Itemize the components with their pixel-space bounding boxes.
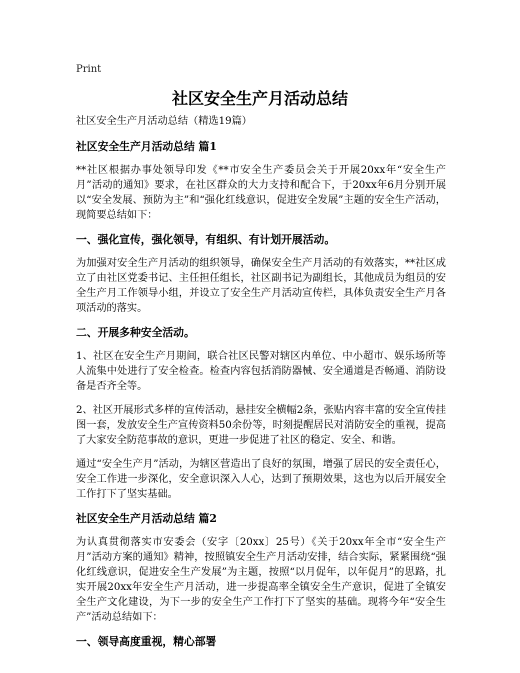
article1-section2-paragraph3: 通过“安全生产月”活动，为辖区营造出了良好的氛围，增强了居民的安全责任心，安全工作进一步深化，安全意识深入人心，达到了预期效果，这也为以后开展安全工作打下了坚实基础。	[76, 459, 446, 500]
article1-heading: 社区安全生产月活动总结 篇1	[76, 140, 217, 153]
article2-intro: 为认真贯彻落实市安委会（安字〔20xx〕25号）《关于20xx年全市“安全生产月”活动方案的通知》精神，按照镇安全生产月活动安排，结合实际，紧紧围绕“强化红线意识，促进安全生产发展”为主题，按照“以月促年，以年促月”的思路，扎实开展20xx年安全生产月活动，进一步提高率全镇安全生产意识，促进了全镇安全生产文化建设，为下一步的安全生产工作打下了坚实的基础。现将今年“安全生产”活动总结如下：	[76, 537, 446, 623]
article1-section1-heading: 一、强化宣传，强化领导，有组织、有计划开展活动。	[76, 233, 336, 246]
article-subtitle: 社区安全生产月活动总结（精选19篇）	[76, 116, 252, 127]
article1-section2-heading: 二、开展多种安全活动。	[76, 326, 195, 339]
article-content	[76, 114, 446, 658]
print-link[interactable]: Print	[76, 64, 102, 75]
article1-intro: **社区根据办事处领导印发《**市安全生产委员会关于开展20xx年“安全生产月”活动的通知》要求，在社区群众的大力支持和配合下，于20xx年6月分别开展以“安全发展、预防为主”和“强化红线意识，促进安全发展”主题的安全生产活动，现简要总结如下：	[76, 165, 446, 221]
page-title: 社区安全生产月活动总结	[171, 89, 348, 108]
article1-section2-paragraph2: 2、社区开展形式多样的宣传活动，悬挂安全横幅2条，张贴内容丰富的安全宣传挂图一套，发放安全生产宣传资料50余份等，时刻提醒居民对消防安全的重视，提高了大家安全防范事故的意识，更进一步促进了社区的稳定、安全、和谐。	[76, 405, 446, 446]
article2-section1-heading: 一、领导高度重视，精心部署	[76, 635, 217, 648]
article1-section2-paragraph1: 1、社区在安全生产月期间，联合社区民警对辖区内单位、中小超市、娱乐场所等人流集中处进行了安全检查。检查内容包括消防器械、安全通道是否畅通、消防设备是否齐全等。	[76, 351, 446, 392]
article2-heading: 社区安全生产月活动总结 篇2	[76, 512, 217, 525]
article1-section1-body: 为加强对安全生产月活动的组织领导，确保安全生产月活动的有效落实，**社区成立了由社区党委书记、主任担任组长，社区副书记为副组长，其他成员为组员的安全生产月工作领导小组，并设立了安全生产月活动宣传栏，具体负责安全生产月各项活动的落实。	[76, 258, 446, 314]
